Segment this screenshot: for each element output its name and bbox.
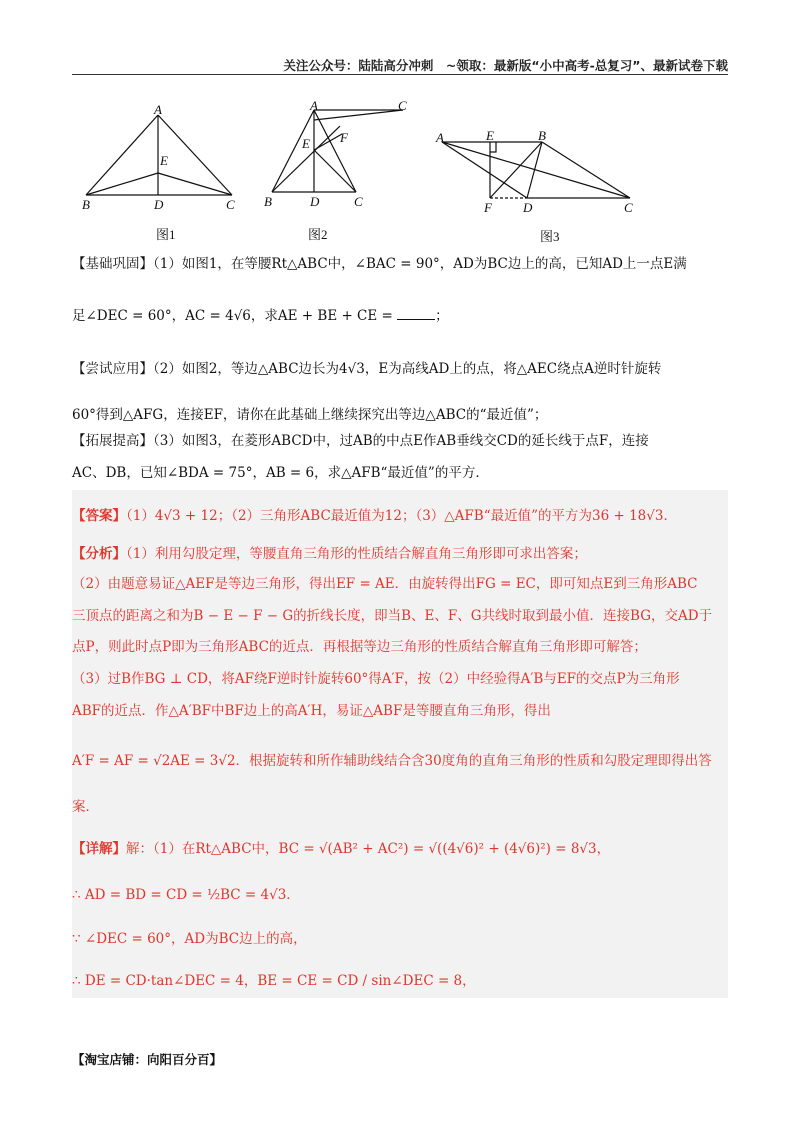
header-divider	[72, 74, 728, 75]
analysis-line-4: 点P，则此时点P即为三角形ABC的近点．再根据等边三角形的性质结合解直角三角形即可解答；	[72, 639, 647, 655]
detail-line-1	[72, 838, 610, 860]
figure-2-caption: 图2	[308, 227, 328, 242]
figure-3-caption: 图3	[540, 229, 560, 244]
fig2-label-f: F	[340, 130, 348, 145]
fig2-label-a: A	[310, 100, 318, 113]
fig1-label-d: D	[154, 197, 164, 212]
detail-line-3: ∵ ∠DEC = 60°，AD为BC边上的高，	[72, 931, 307, 947]
answer-line	[72, 505, 677, 527]
analysis-tag: 【分析】	[72, 546, 126, 562]
fig3-label-c: C	[624, 200, 633, 215]
analysis-line-2: （2）由题意易证△AEF是等边三角形，得出EF = AE．由旋转得出FG = EC，即可知点E到三角形ABC	[72, 576, 698, 592]
question-1-line-2	[72, 305, 449, 327]
fig2-label-c-top: C	[398, 100, 407, 113]
figure-3	[432, 128, 642, 218]
analysis-text-1: （1）利用勾股定理，等腰直角三角形的性质结合解直角三角形即可求出答案；	[126, 546, 587, 562]
solution-panel	[72, 490, 728, 998]
detail-text-1: 解：（1）在Rt△ABC中，BC = √(AB² + AC²) = √((4√6)² + (4√6)²) = 8√3，	[126, 841, 611, 857]
analysis-line-6: ABF的近点．作△A′BF中BF边上的高A′H，易证△ABF是等腰直角三角形，得出	[72, 703, 551, 719]
question-1-text: 足∠DEC = 60°，AC = 4√6，求AE + BE + CE =	[72, 308, 393, 324]
fig3-label-b: B	[538, 128, 546, 143]
answer-tag: 【答案】	[72, 508, 126, 524]
fig1-label-b: B	[82, 197, 90, 212]
analysis-line-1	[72, 543, 587, 565]
figure-1-caption: 图1	[156, 227, 176, 242]
detail-line-2: ∴ AD = BD = CD = ½BC = 4√3．	[72, 887, 300, 903]
fig3-label-f: F	[484, 200, 492, 215]
question-1-line-1: 【基础巩固】（1）如图1，在等腰Rt△ABC中，∠BAC = 90°，AD为BC边上的高，已知AD上一点E满	[72, 256, 687, 272]
fig2-label-d: D	[310, 194, 320, 209]
detail-tag: 【详解】	[72, 841, 126, 857]
fig1-label-c: C	[226, 197, 235, 212]
fig3-label-d: D	[523, 200, 533, 215]
question-3-line-1: 【拓展提高】（3）如图3，在菱形ABCD中，过AB的中点E作AB垂线交CD的延长线于点F，连接	[72, 433, 649, 449]
fig1-label-a: A	[154, 105, 162, 117]
fig2-label-e: E	[302, 136, 310, 151]
analysis-line-5: （3）过B作BG ⊥ CD，将AF绕F逆时针旋转60°得A′F，按（2）中经验得A′B与EF的交点P为三角形	[72, 671, 680, 687]
question-3-line-2: AC、DB，已知∠BDA = 75°，AB = 6，求△AFB“最近值”的平方．	[72, 465, 489, 481]
analysis-line-3: 三顶点的距离之和为B − E − F − G的折线长度，即当B、E、F、G共线时取到最小值．连接BG，交AD于	[72, 608, 713, 624]
fig1-label-e: E	[160, 153, 168, 168]
figure-1	[78, 105, 248, 215]
question-1-end: ；	[435, 308, 449, 324]
page-header: 关注公众号：陆陆高分冲刺 ~领取：最新版“小中高考-总复习”、最新试卷下载	[283, 58, 728, 73]
analysis-line-7: A′F = AF = √2AE = 3√2．根据旋转和所作辅助线结合含30度角的直角三角形的性质和勾股定理即得出答	[72, 753, 712, 769]
analysis-line-8: 案．	[72, 799, 99, 815]
answer-blank	[397, 305, 435, 320]
detail-line-4: ∴ DE = CD·tan∠DEC = 4，BE = CE = CD / sin∠DEC = 8，	[72, 973, 476, 989]
question-2-line-1: 【尝试应用】（2）如图2，等边△ABC边长为4√3，E为高线AD上的点，将△AEC绕点A逆时针旋转	[72, 361, 662, 377]
question-2-line-2: 60°得到△AFG，连接EF，请你在此基础上继续探究出等边△ABC的“最近值”；	[72, 407, 548, 423]
fig2-label-c: C	[354, 194, 363, 209]
fig3-label-a: A	[436, 130, 444, 145]
answer-text: （1）4√3 + 12；（2）三角形ABC最近值为12；（3）△AFB“最近值”的平方为36 + 18√3．	[126, 508, 677, 524]
page-footer: 【淘宝店铺：向阳百分百】	[72, 1052, 223, 1067]
fig3-label-e: E	[486, 128, 494, 143]
figure-2	[258, 100, 418, 215]
fig2-label-b: B	[264, 194, 272, 209]
